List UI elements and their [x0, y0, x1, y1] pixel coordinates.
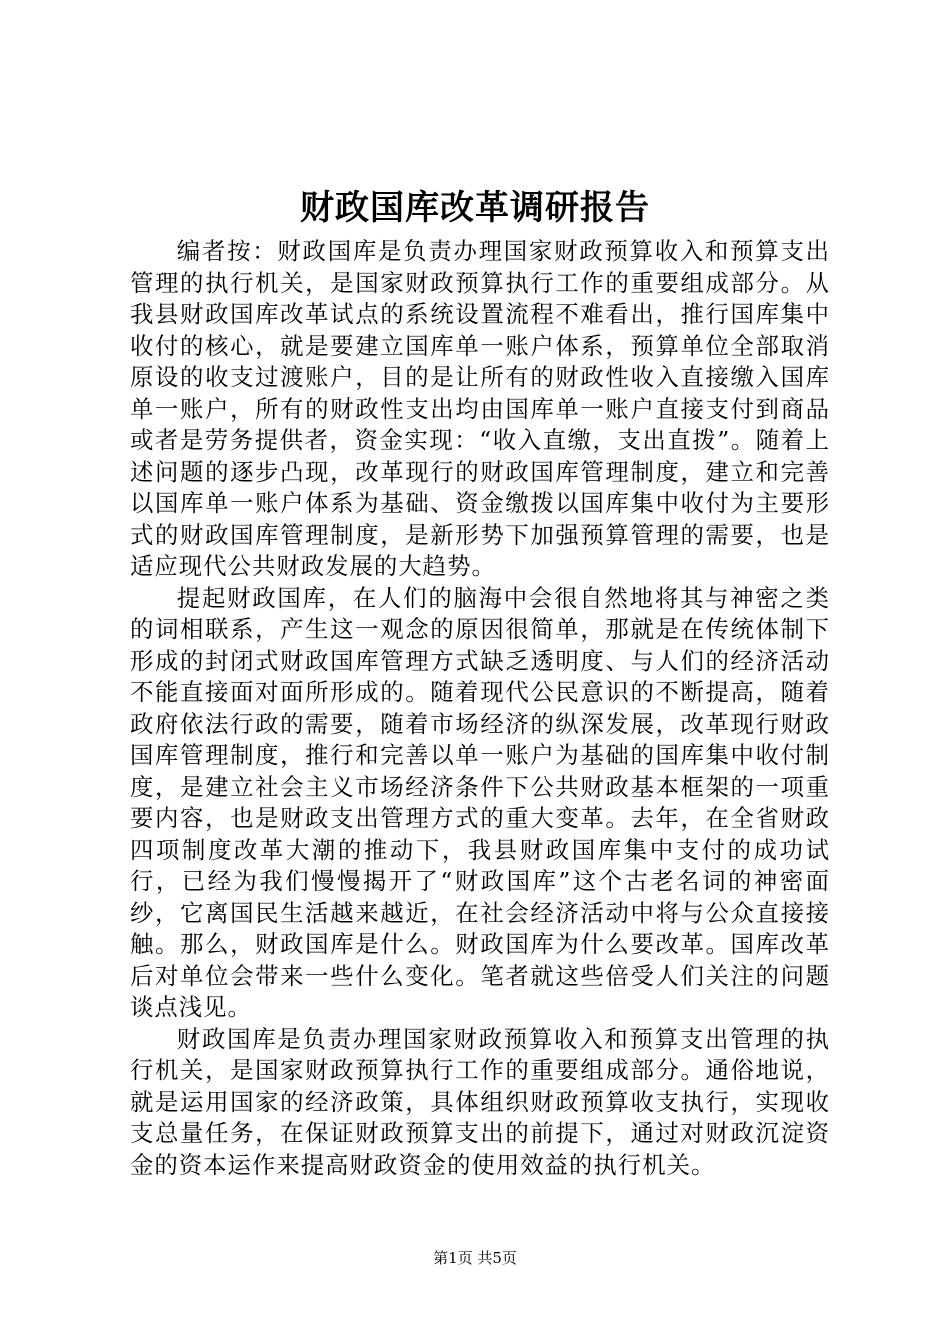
paragraph-editor-note: 编者按：财政国库是负责办理国家财政预算收入和预算支出管理的执行机关，是国家财政预算执行工作的重要组成部分。从我县财政国库改革试点的系统设置流程不难看出，推行国库集中收付的核心，就是要建立国库单一账户体系，预算单位全部取消原设的收支过渡账户，目的是让所有的财政性收入直接缴入国库单一账户，所有的财政性支出均由国库单一账户直接支付到商品或者是劳务提供者，资金实现：“收入直缴，支出直拨”。随着上述问题的逐步凸现，改革现行的财政国库管理制度，建立和完善以国库单一账户体系为基础、资金缴拨以国库集中收付为主要形式的财政国库管理制度，是新形势下加强预算管理的需要，也是适应现代公共财政发展的大趋势。: [130, 237, 830, 580]
page-footer: 第1页 共5页: [433, 1249, 517, 1267]
paragraph-introduction: 提起财政国库，在人们的脑海中会很自然地将其与神密之类的词相联系，产生这一观念的原因很简单，那就是在传统体制下形成的封闭式财政国库管理方式缺乏透明度、与人们的经济活动不能直接面对面所形成的。随着现代公民意识的不断提高，随着政府依法行政的需要，随着市场经济的纵深发展，改革现行财政国库管理制度，推行和完善以单一账户为基础的国库集中收付制度，是建立社会主义市场经济条件下公共财政基本框架的一项重要内容，也是财政支出管理方式的重大变革。去年，在全省财政四项制度改革大潮的推动下，我县财政国库集中支付的成功试行，已经为我们慢慢揭开了“财政国库”这个古老名词的神密面纱，它离国民生活越来越近，在社会经济活动中将与公众直接接触。那么，财政国库是什么。财政国库为什么要改革。国库改革后对单位会带来一些什么变化。笔者就这些倍受人们关注的问题谈点浅见。: [130, 583, 830, 1021]
paragraph-definition: 财政国库是负责办理国家财政预算收入和预算支出管理的执行机关，是国家财政预算执行工作的重要组成部分。通俗地说，就是运用国家的经济政策，具体组织财政预算收支执行，实现收支总量任务，在保证财政预算支出的前提下，通过对财政沉淀资金的资本运作来提高财政资金的使用效益的执行机关。: [130, 1024, 830, 1179]
document-title: 财政国库改革调研报告: [300, 188, 650, 228]
document-body: [130, 236, 830, 1181]
